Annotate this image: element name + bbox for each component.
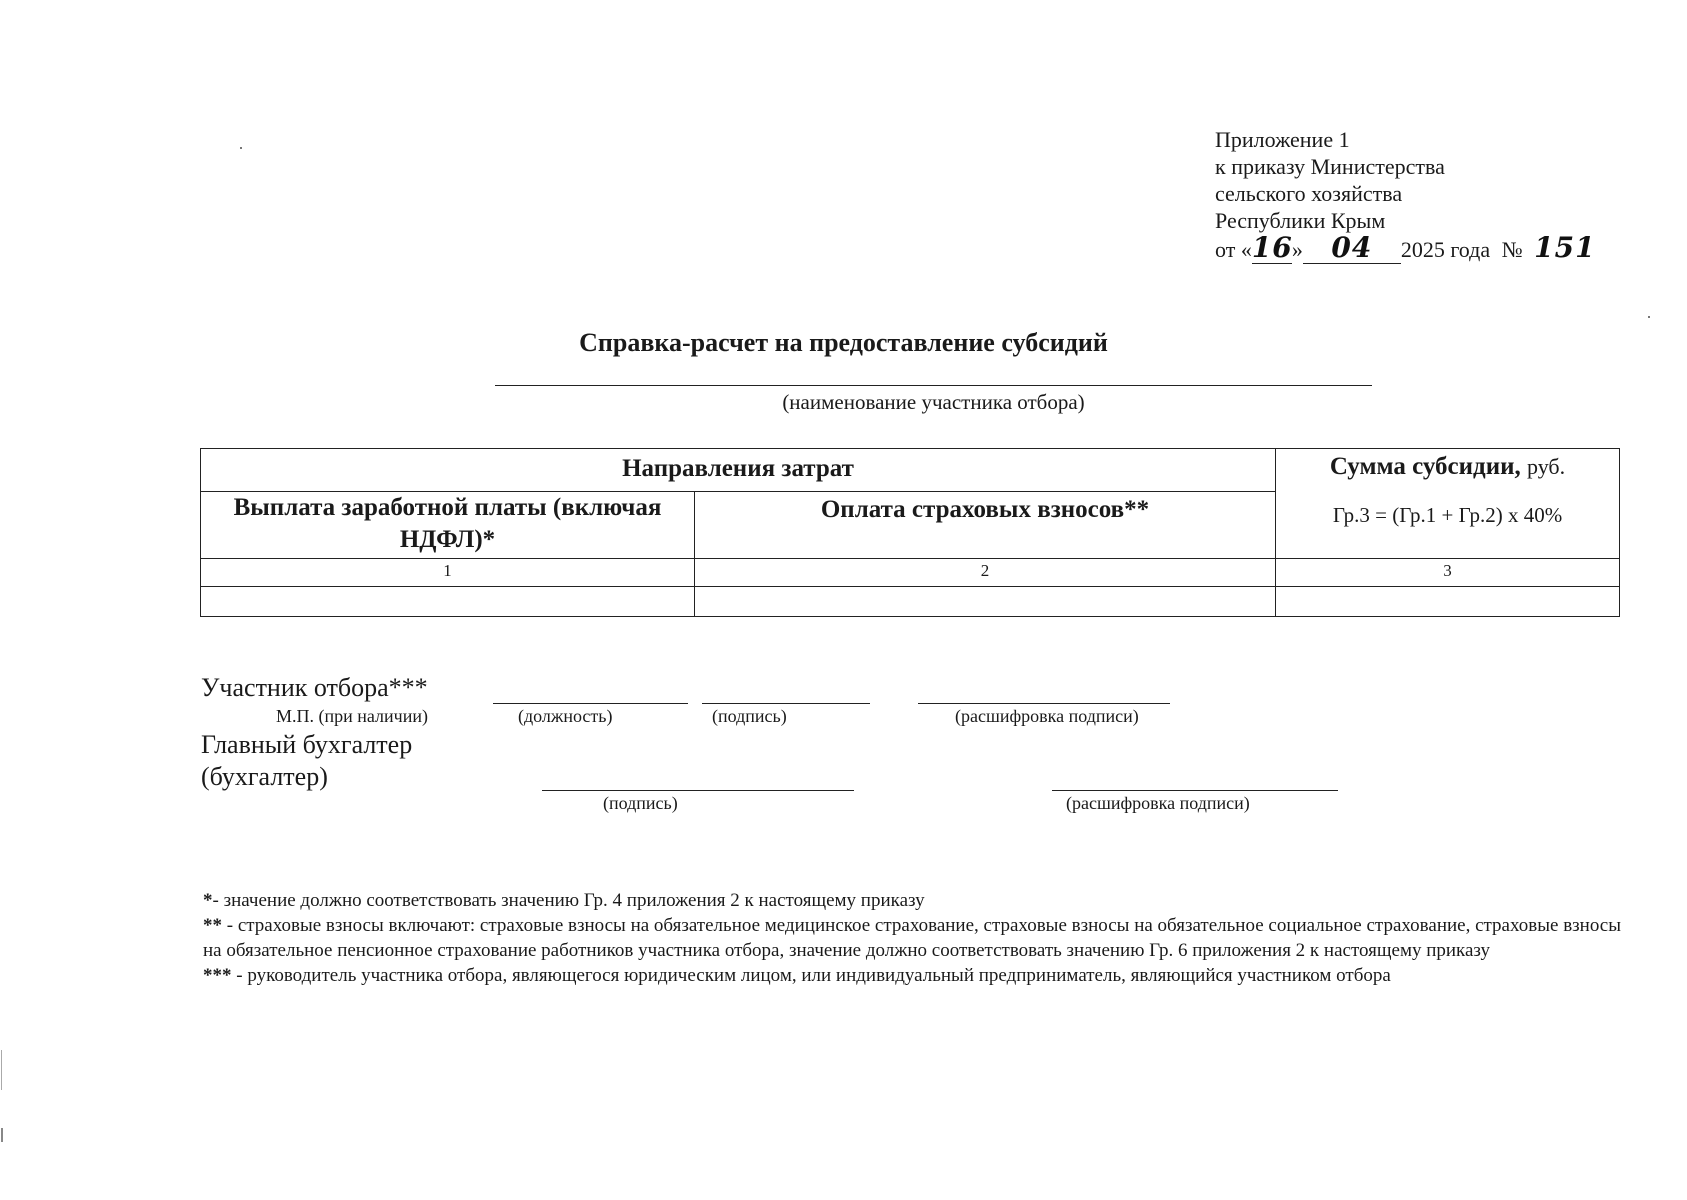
appendix-line: Республики Крым xyxy=(1215,208,1386,233)
footnote xyxy=(203,888,1623,913)
stamp-note: М.П. (при наличии) xyxy=(276,706,428,726)
header-cost-directions: Направления затрат xyxy=(201,449,1276,492)
footnote-mark: * xyxy=(203,890,213,911)
appendix-line: сельского хозяйства xyxy=(1215,181,1403,206)
subsidy-header-label: Сумма субсидии, xyxy=(1329,453,1521,480)
footnote-text: - значение должно соответствовать значению Гр. 4 приложения 2 к настоящему приказу xyxy=(212,890,925,911)
order-number-handwritten: 151 xyxy=(1534,231,1596,264)
header-salary: Выплата заработной платы (включая НДФЛ)* xyxy=(201,492,695,559)
col-number-cell: 3 xyxy=(1276,559,1620,587)
date-month-handwritten: 04 xyxy=(1331,231,1373,264)
decoding-field[interactable] xyxy=(918,703,1170,704)
subsidy-header-unit: руб. xyxy=(1527,454,1566,479)
accountant-signature-field[interactable] xyxy=(542,790,854,791)
header-insurance: Оплата страховых взносов** xyxy=(695,492,1276,559)
salary-input-cell[interactable] xyxy=(201,587,695,617)
footnotes xyxy=(203,888,1623,988)
subsidy-formula: Гр.3 = (Гр.1 + Гр.2) х 40% xyxy=(1332,503,1563,527)
date-prefix: от « xyxy=(1215,237,1252,262)
order-date-line xyxy=(1215,231,1596,264)
footnote-text: - страховые взносы включают: страховые взносы на обязательное медицинское страхование, страховые взносы на обязательное социальное страхование, страховые взносы на обязательное пенсионное страхование работников участника отбора, значение должно соответствовать значению Гр. 6 приложения 2 к настоящему приказу xyxy=(203,915,1622,961)
scan-edge-mark xyxy=(1,1128,3,1142)
accountant-label xyxy=(201,729,412,793)
position-field[interactable] xyxy=(493,703,688,704)
accountant-label-line: (бухгалтер) xyxy=(201,762,328,791)
appendix-line: Приложение 1 xyxy=(1215,127,1350,152)
number-sign: № xyxy=(1501,237,1523,262)
header-subsidy-amount xyxy=(1276,449,1620,559)
decoding-caption: (расшифровка подписи) xyxy=(955,706,1139,726)
footnote-mark: *** xyxy=(203,965,232,986)
scan-edge-mark xyxy=(1,1050,2,1090)
accountant-decoding-caption: (расшифровка подписи) xyxy=(1066,793,1250,813)
cost-table xyxy=(200,448,1620,617)
scan-speck xyxy=(240,147,242,149)
table-row xyxy=(201,587,1620,617)
col-number-cell: 2 xyxy=(695,559,1276,587)
date-mid: » xyxy=(1291,237,1303,262)
insurance-input-cell[interactable] xyxy=(695,587,1276,617)
document-title: Справка-расчет на предоставление субсидий xyxy=(579,328,1108,357)
footnote xyxy=(203,913,1623,963)
table-row xyxy=(201,559,1620,587)
table-header-row xyxy=(201,449,1620,492)
appendix-block xyxy=(1215,126,1596,264)
signature-caption: (подпись) xyxy=(712,706,787,726)
scan-speck xyxy=(1648,316,1650,318)
col-number-cell: 1 xyxy=(201,559,695,587)
date-year: 2025 года xyxy=(1400,237,1491,262)
accountant-decoding-field[interactable] xyxy=(1052,790,1338,791)
date-day-handwritten: 16 xyxy=(1251,231,1293,264)
footnote xyxy=(203,963,1623,988)
position-caption: (должность) xyxy=(518,706,613,726)
participant-name-field[interactable] xyxy=(495,385,1372,386)
participant-name-caption: (наименование участника отбора) xyxy=(782,390,1085,414)
signature-field[interactable] xyxy=(702,703,870,704)
participant-label: Участник отбора*** xyxy=(201,673,428,702)
footnote-text: - руководитель участника отбора, являющегося юридическим лицом, или индивидуальный предприниматель, являющийся участником отбора xyxy=(231,965,1391,986)
accountant-signature-caption: (подпись) xyxy=(603,793,678,813)
subsidy-input-cell[interactable] xyxy=(1276,587,1620,617)
accountant-label-line: Главный бухгалтер xyxy=(201,730,413,759)
date-day-field[interactable] xyxy=(1251,231,1293,264)
appendix-line: к приказу Министерства xyxy=(1215,154,1445,179)
footnote-mark: ** xyxy=(203,915,222,936)
date-month-field[interactable] xyxy=(1303,231,1401,264)
